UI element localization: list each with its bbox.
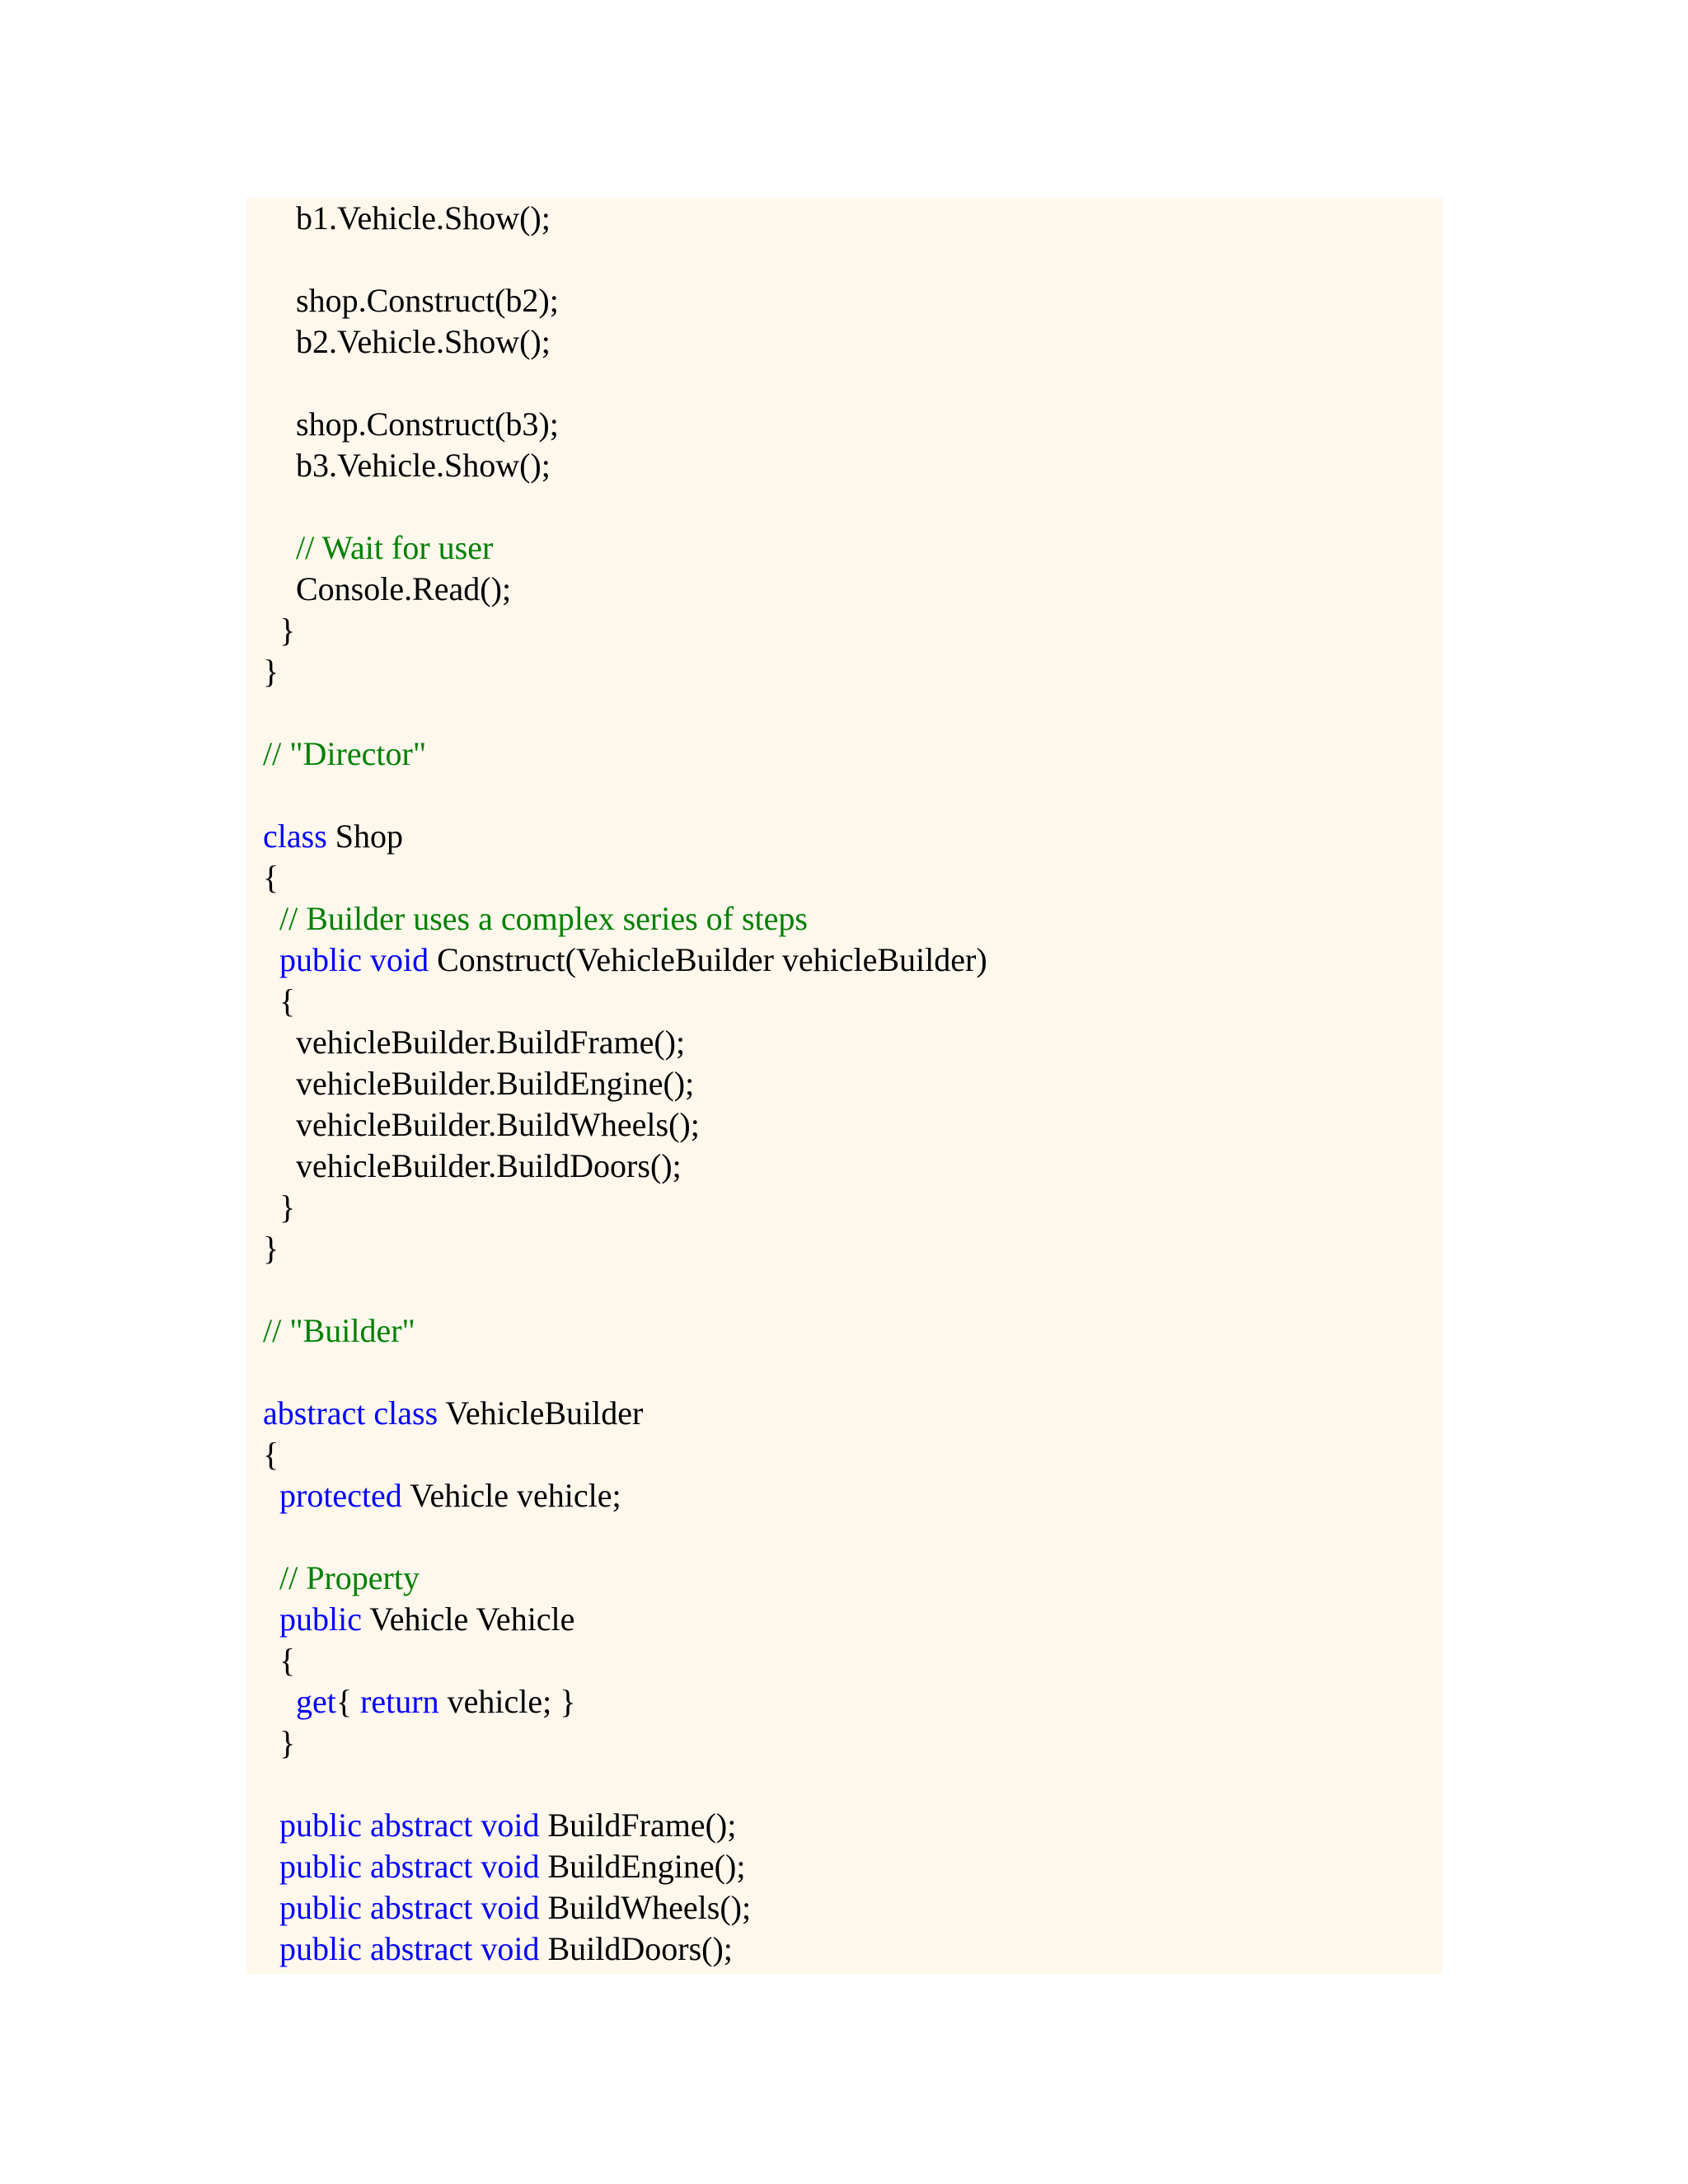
code-keyword: class (263, 818, 327, 855)
code-line (263, 1599, 574, 1640)
code-line (263, 981, 295, 1022)
code-text (263, 1930, 279, 1967)
code-line (263, 280, 559, 321)
code-comment: // "Builder" (263, 1312, 415, 1349)
code-text: } (263, 1230, 279, 1267)
code-line (263, 610, 295, 651)
code-line (263, 1805, 736, 1846)
code-text: vehicle; } (438, 1683, 576, 1720)
code-line (263, 1929, 733, 1970)
code-line (263, 733, 426, 775)
code-text (263, 1559, 279, 1596)
code-line (263, 651, 279, 692)
code-line (263, 1104, 700, 1146)
code-text (263, 1601, 279, 1638)
code-text: Shop (326, 818, 404, 855)
code-text: BuildWheels(); (539, 1889, 752, 1926)
code-keyword: public abstract void (279, 1807, 540, 1844)
code-keyword: public (279, 1601, 362, 1638)
code-line (263, 1475, 621, 1516)
code-text: Construct(VehicleBuilder vehicleBuilder) (429, 941, 987, 978)
code-text (263, 1807, 279, 1844)
code-keyword: protected (279, 1477, 402, 1514)
code-text: vehicleBuilder.BuildDoors(); (263, 1147, 682, 1184)
code-line (263, 404, 559, 445)
code-keyword: public abstract void (279, 1889, 540, 1926)
code-text: shop.Construct(b3); (263, 405, 559, 443)
code-text: b2.Vehicle.Show(); (263, 323, 551, 360)
code-listing (246, 198, 1442, 1974)
code-text: Vehicle Vehicle (361, 1601, 575, 1638)
code-text: } (263, 1724, 296, 1761)
code-text: vehicleBuilder.BuildWheels(); (263, 1106, 700, 1143)
code-text (263, 529, 296, 566)
code-line (263, 898, 808, 940)
code-keyword: abstract class (263, 1394, 438, 1432)
code-text: Console.Read(); (263, 570, 512, 607)
code-comment: // Wait for user (296, 529, 494, 566)
code-text: BuildEngine(); (539, 1848, 746, 1885)
code-keyword: public abstract void (279, 1930, 540, 1967)
code-text: vehicleBuilder.BuildFrame(); (263, 1024, 686, 1061)
code-text (263, 1683, 296, 1720)
code-keyword: return (360, 1683, 439, 1720)
code-keyword: get (296, 1683, 336, 1720)
code-line (263, 1681, 575, 1722)
code-text: Vehicle vehicle; (401, 1477, 621, 1514)
code-line (263, 1887, 751, 1929)
code-line (263, 1022, 685, 1063)
code-text: shop.Construct(b2); (263, 282, 559, 319)
code-text: VehicleBuilder (438, 1394, 644, 1432)
code-keyword: public void (279, 941, 429, 978)
code-text (263, 1477, 279, 1514)
code-text: BuildFrame(); (539, 1807, 737, 1844)
code-line (263, 1846, 745, 1887)
code-text: b3.Vehicle.Show(); (263, 447, 551, 484)
code-line (263, 1228, 279, 1269)
code-line (263, 857, 279, 898)
code-line (263, 940, 987, 981)
code-comment: // Builder uses a complex series of steps (279, 900, 808, 937)
code-text (263, 900, 279, 937)
code-line (263, 816, 403, 857)
code-comment: // Property (279, 1559, 420, 1596)
code-text: vehicleBuilder.BuildEngine(); (263, 1065, 695, 1102)
code-line (263, 1434, 279, 1475)
code-text: } (263, 653, 279, 690)
code-line (263, 198, 551, 239)
code-line (263, 1722, 295, 1764)
code-line (263, 1187, 295, 1228)
code-text (263, 941, 279, 978)
code-text: { (263, 1642, 296, 1679)
code-text: { (263, 1436, 279, 1473)
code-text: } (263, 612, 296, 649)
code-line (263, 1640, 295, 1681)
code-comment: // "Director" (263, 735, 427, 772)
code-keyword: public abstract void (279, 1848, 540, 1885)
code-text: b1.Vehicle.Show(); (263, 199, 551, 237)
code-text (263, 1848, 279, 1885)
code-line (263, 1310, 415, 1352)
code-text: BuildDoors(); (539, 1930, 733, 1967)
code-line (263, 321, 551, 363)
code-line (263, 1393, 643, 1434)
code-line (263, 1063, 694, 1104)
code-line (263, 1146, 682, 1187)
code-text (263, 1889, 279, 1926)
code-text: { (335, 1683, 361, 1720)
code-text: { (263, 859, 279, 896)
code-line (263, 527, 493, 569)
code-line (263, 569, 511, 610)
code-line (263, 445, 551, 486)
code-text: { (263, 982, 296, 1019)
code-line (263, 1558, 420, 1599)
code-text: } (263, 1188, 296, 1226)
